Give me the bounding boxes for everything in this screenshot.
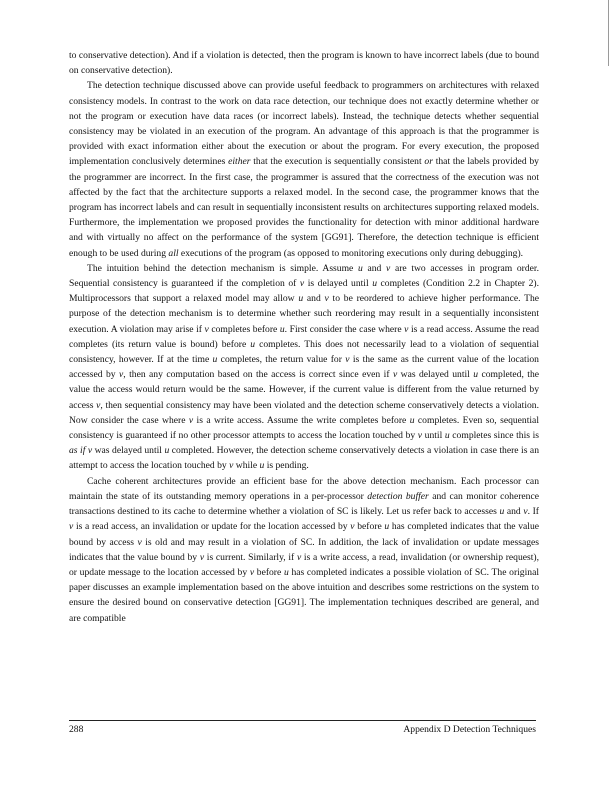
text-run: completes. Even so, sequential consistency is guaranteed if no other processor attempts to access the location touched by [69, 414, 539, 442]
text-run: are two accesses in program order. Sequential consistency is guaranteed if the completion of [69, 262, 539, 290]
text-run: completes before [208, 323, 280, 335]
text-run: that the execution is sequentially consistent [250, 156, 425, 168]
italic-text-run: u [298, 293, 304, 305]
italic-text-run: u [499, 506, 505, 518]
italic-text-run: u [279, 323, 285, 335]
text-run: is a write access. Assume the write completes before [193, 414, 410, 426]
italic-text-run: v [404, 323, 409, 335]
text-run: completes, the return value for [217, 354, 346, 366]
italic-text-run: u [372, 278, 377, 290]
body-paragraph [69, 474, 539, 626]
italic-text-run: v [96, 399, 101, 411]
text-run: , then sequential consistency may have been violated and the detection scheme conservatively detects a violation. Now consider the case where [69, 399, 539, 426]
text-run: completes (Condition 2.2 in Chapter 2). Multiprocessors that support a relaxed model may allow [69, 278, 539, 305]
italic-text-run: v [345, 354, 350, 366]
italic-text-run: v [324, 293, 329, 305]
text-run: and can monitor coherence transactions destined to its cache to determine whether a violation of SC is likely. Let us refer back to accesses [69, 490, 539, 518]
text-run: is the same as the current value of the location accessed by [69, 354, 539, 381]
text-run: before [354, 521, 385, 533]
italic-text-run: v [204, 323, 209, 335]
text-run: The intuition behind the detection mechanism is simple. Assume [87, 262, 358, 274]
italic-text-run: v [350, 521, 355, 533]
text-run: has completed indicates that the value bound by access [69, 521, 539, 548]
text-run: is a write access, a read, invalidation (or ownership request), or update message to the location accessed by [69, 551, 539, 578]
italic-text-run: as if v [69, 445, 93, 457]
italic-text-run: u [384, 521, 390, 533]
italic-text-run: detection buffer [367, 490, 429, 502]
text-run: Cache coherent architectures provide an efficient base for the above detection mechanism. Each processor can maintain the state of its outstanding memory operations in a per-processor [69, 475, 539, 502]
text-run: to conservative detection). And if a violation is detected, then the program is known to have incorrect labels (due to bound on conservative detection). [69, 50, 539, 77]
text-run: was delayed until [397, 369, 474, 381]
italic-text-run: v [119, 369, 124, 381]
text-run: . First consider the case where [284, 323, 405, 335]
italic-text-run: v [392, 369, 398, 381]
italic-text-run: v [188, 414, 194, 426]
text-run: until [422, 430, 445, 442]
text-run: completed, the value the access would return would be the same. However, if the current value is different from the value returned by access [69, 369, 540, 411]
text-run: The detection technique discussed above can provide useful feedback to programmers on architectures with relaxed consistency models. In contrast to the work on data race detection, our technique does not exactly determine whether or not the program or execution have data races (or incorrect labels). Instead, the technique detects whether sequential consistency may be violated in an execution of the program. An advantage of this approach is that the programmer is provided with exact information either about the execution or about the program. For every execution, the proposed implementation conclusively determines [69, 80, 539, 168]
text-run: is a read access. Assume the read completes (its return value is bound) before [69, 323, 540, 350]
scan-edge-mark [608, 0, 609, 66]
text-run: and [362, 262, 386, 274]
text-run: while [233, 460, 260, 472]
text-run: . If [527, 506, 539, 518]
text-run: was delayed until [92, 445, 165, 457]
italic-text-run: v [137, 536, 142, 548]
italic-text-run: v [299, 278, 305, 290]
text-run: and [504, 506, 524, 518]
page-body [69, 48, 539, 626]
text-run: completes since this is [449, 430, 540, 442]
italic-text-run: u [212, 354, 218, 366]
italic-text-run: v [199, 551, 205, 563]
italic-text-run: u [283, 566, 289, 578]
italic-text-run: v [249, 566, 255, 578]
text-run: is current. Similarly, if [204, 551, 297, 563]
body-paragraph [69, 78, 539, 260]
italic-text-run: v [417, 430, 423, 442]
text-run: , then any computation based on the access is correct since even if [123, 369, 393, 381]
text-run: completed. However, the detection scheme conservatively detects a violation in case there is an attempt to access the location touched by [69, 445, 539, 472]
footer-rule [69, 720, 536, 721]
body-paragraph [69, 261, 539, 474]
text-run: and [303, 293, 325, 305]
text-run: before [254, 566, 284, 578]
page-number: 288 [69, 724, 84, 735]
italic-text-run: u [357, 262, 363, 274]
text-run: is old and may result in a violation of SC. In addition, the lack of invalidation or update messages indicates that the value bound by [69, 536, 540, 563]
running-head: Appendix D Detection Techniques [403, 724, 536, 735]
italic-text-run: either [228, 156, 251, 168]
text-run: is pending. [264, 460, 309, 472]
italic-text-run: u [259, 460, 265, 472]
italic-text-run: u [473, 369, 479, 381]
italic-text-run: u [164, 445, 170, 457]
text-run: that the labels provided by the programmer are incorrect. In the first case, the programmer is assured that the correctness of the execution was not affected by the fact that the architecture supports a relaxed model. In the second case, the programmer knows that the program has incorrect labels and can result in sequentially inconsistent results on architectures supporting relaxed models. Furthermore, the implementation we proposed provides the functionality for detection with minor additional hardware and with virtually no affect on the performance of the system [GG91]. Therefore, the detection technique is efficient enough to be used during [69, 156, 539, 259]
italic-text-run: v [296, 551, 302, 563]
body-paragraph [69, 48, 539, 78]
italic-text-run: u [250, 338, 256, 350]
text-run: is a read access, an invalidation or update for the location accessed by [73, 521, 351, 533]
italic-text-run: all [168, 247, 179, 259]
italic-text-run: v [69, 521, 74, 533]
text-run: completes. This does not necessarily lead to a violation of sequential consistency, however. If at the time [69, 338, 539, 366]
italic-text-run: v [229, 460, 234, 472]
text-run: to be reordered to achieve higher performance. The purpose of the detection mechanism is to determine whether such reordering may result in a sequentially inconsistent execution. A violation may arise if [69, 293, 539, 335]
italic-text-run: v [386, 262, 391, 274]
italic-text-run: or [424, 156, 433, 168]
italic-text-run: v [523, 506, 528, 518]
italic-text-run: u [409, 414, 415, 426]
italic-text-run: u [444, 430, 450, 442]
text-run: executions of the program (as opposed to monitoring executions only during debugging). [178, 247, 524, 259]
text-run: has completed indicates a possible violation of SC. The original paper discusses an example implementation based on the above intuition and describes some restrictions on the system to ensure the desired bound on conservative detection [GG91]. The implementation techniques described are general, and are compatible [69, 566, 539, 624]
text-run: is delayed until [304, 278, 373, 290]
